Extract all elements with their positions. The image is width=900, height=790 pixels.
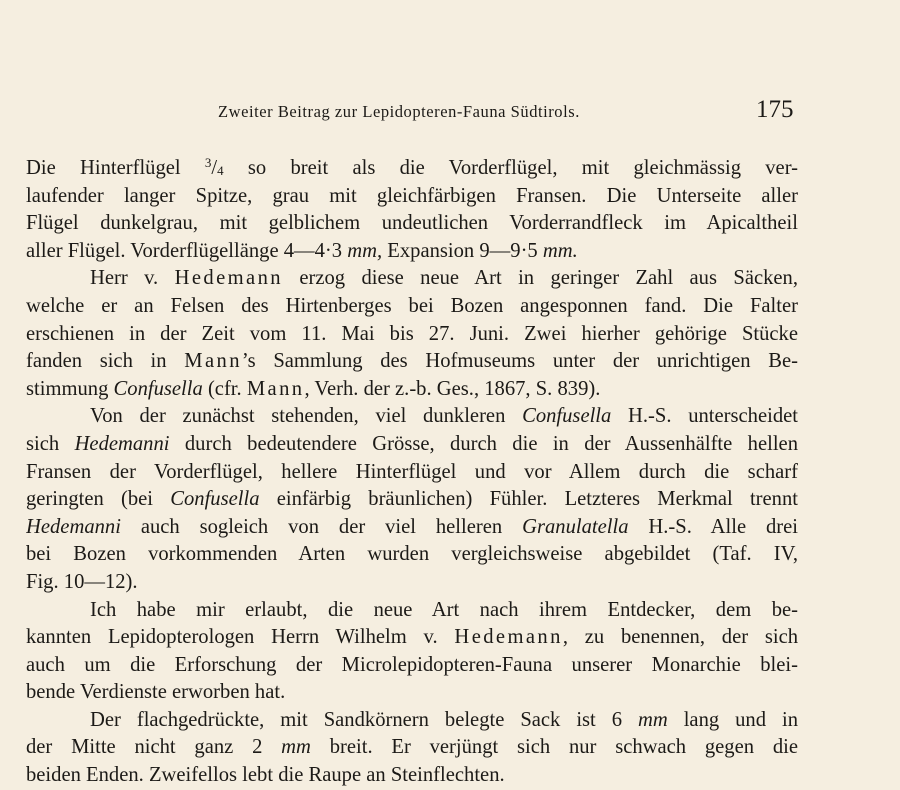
text-line bbox=[26, 210, 798, 238]
text-run: der Mitte nicht ganz 2 bbox=[26, 736, 282, 759]
text-run: Expansion 9—9·5 bbox=[382, 239, 543, 262]
page-number: 175 bbox=[756, 96, 794, 123]
text-run: stimmung bbox=[26, 377, 114, 400]
fraction-slash: / bbox=[211, 157, 218, 179]
text-run: auch um die Erforschung der Microlepidopteren-Fauna unserer Monarchie blei- bbox=[26, 653, 798, 676]
text-run: breit. Er verjüngt sich nur schwach gegen die bbox=[310, 736, 798, 759]
paragraph-1 bbox=[26, 155, 798, 265]
text-run: durch bedeutendere Grösse, durch die in der Aussenhälfte hellen bbox=[169, 432, 798, 455]
text-run: fanden sich in bbox=[26, 350, 185, 373]
text-line bbox=[26, 459, 798, 487]
text-line bbox=[26, 403, 798, 431]
person-name: Hedemann bbox=[174, 267, 283, 290]
text-run: aller Flügel. Vorderflügellänge 4—4·3 bbox=[26, 239, 348, 262]
text-run: welche er an Felsen des Hirtenberges bei Bozen angesponnen fand. Die Falter bbox=[26, 294, 798, 317]
text-run: Der flachgedrückte, mit Sandkörnern belegte Sack ist 6 bbox=[90, 708, 638, 731]
text-run: kannten Lepidopterologen Herrn Wilhelm v. bbox=[26, 626, 455, 649]
text-run: laufender langer Spitze, grau mit gleichfärbigen Fransen. Die Unterseite aller bbox=[26, 184, 798, 207]
species-name: Confusella bbox=[522, 405, 612, 428]
text-run: bei Bozen vorkommenden Arten wurden vergleichsweise abgebildet (Taf. IV, bbox=[26, 543, 798, 566]
person-name: Mann bbox=[246, 377, 305, 400]
person-name: Hedemann bbox=[454, 626, 563, 649]
text-line bbox=[26, 762, 798, 790]
species-name: Hedemanni bbox=[74, 432, 170, 455]
text-run: erzog diese neue Art in geringer Zahl aus Säcken, bbox=[282, 267, 798, 290]
fraction-numerator: 3 bbox=[204, 155, 212, 170]
text-line bbox=[26, 541, 798, 569]
text-line bbox=[26, 265, 798, 293]
text-run: Die Hinterflügel bbox=[26, 157, 205, 179]
text-line bbox=[26, 486, 798, 514]
species-name: Hedemanni bbox=[26, 515, 121, 538]
text-run: , zu benennen, der sich bbox=[562, 626, 798, 649]
text-run: beiden Enden. Zweifellos lebt die Raupe an Steinflechten. bbox=[26, 764, 505, 787]
text-run: H.-S. unterscheidet bbox=[611, 405, 798, 428]
paragraph-5 bbox=[26, 707, 798, 790]
text-line bbox=[26, 348, 798, 376]
fraction-denominator: 4 bbox=[217, 163, 224, 178]
text-run: lang und in bbox=[667, 708, 798, 731]
text-run: (cfr. bbox=[202, 377, 247, 400]
text-run: auch sogleich von der viel helleren bbox=[120, 515, 523, 538]
text-line bbox=[26, 293, 798, 321]
text-run: H.-S. Alle drei bbox=[628, 515, 798, 538]
paragraph-3 bbox=[26, 403, 798, 596]
running-title: Zweiter Beitrag zur Lepidopteren-Fauna Südtirols. bbox=[218, 102, 580, 121]
text-run: sich bbox=[26, 432, 75, 455]
text-run: einfärbig bräunlichen) Fühler. Letzteres Merkmal trennt bbox=[259, 488, 798, 511]
person-name: Mann bbox=[184, 350, 242, 373]
text-line bbox=[26, 238, 798, 266]
text-run: Fig. 10—12). bbox=[26, 570, 138, 593]
text-line bbox=[26, 514, 798, 542]
text-line bbox=[26, 376, 798, 404]
text-line bbox=[26, 624, 798, 652]
text-run: so breit als die Vorderflügel, mit gleichmässig ver- bbox=[223, 157, 798, 179]
text-line bbox=[26, 679, 798, 707]
text-line bbox=[26, 321, 798, 349]
text-run: Flügel dunkelgrau, mit gelblichem undeutlichen Vorderrandfleck im Apicaltheil bbox=[26, 212, 798, 235]
text-run: Fransen der Vorderflügel, hellere Hinterflügel und vor Allem durch die scharf bbox=[26, 460, 798, 483]
text-run: erschienen in der Zeit vom 11. Mai bis 27. Juni. Zwei hierher gehörige Stücke bbox=[26, 322, 798, 345]
page-header bbox=[0, 96, 900, 132]
text-run: Ich habe mir erlaubt, die neue Art nach ihrem Entdecker, dem be- bbox=[90, 598, 798, 621]
unit-italic: mm bbox=[638, 708, 668, 731]
text-run: Herr v. bbox=[90, 267, 175, 290]
text-run: ’s Sammlung des Hofmuseums unter der unrichtigen Be- bbox=[241, 350, 798, 373]
text-line bbox=[26, 431, 798, 459]
text-line bbox=[26, 597, 798, 625]
body-text bbox=[26, 155, 798, 790]
text-line bbox=[26, 707, 798, 735]
species-name: Confusella bbox=[170, 488, 260, 511]
species-name: Granulatella bbox=[522, 515, 629, 538]
text-line bbox=[26, 183, 798, 211]
text-run: bende Verdienste erworben hat. bbox=[26, 681, 286, 704]
paragraph-4 bbox=[26, 597, 798, 707]
unit-italic: mm bbox=[281, 736, 311, 759]
text-line bbox=[26, 734, 798, 762]
text-line bbox=[26, 155, 798, 183]
text-run: Von der zunächst stehenden, viel dunkleren bbox=[90, 405, 523, 428]
paragraph-2 bbox=[26, 265, 798, 403]
unit-italic: mm, bbox=[347, 239, 383, 262]
species-name: Confusella bbox=[113, 377, 203, 400]
text-line bbox=[26, 652, 798, 680]
unit-italic: mm. bbox=[542, 239, 578, 262]
text-run: geringten (bei bbox=[26, 488, 171, 511]
text-run: , Verh. der z.-b. Ges., 1867, S. 839). bbox=[304, 377, 601, 400]
text-line bbox=[26, 569, 798, 597]
